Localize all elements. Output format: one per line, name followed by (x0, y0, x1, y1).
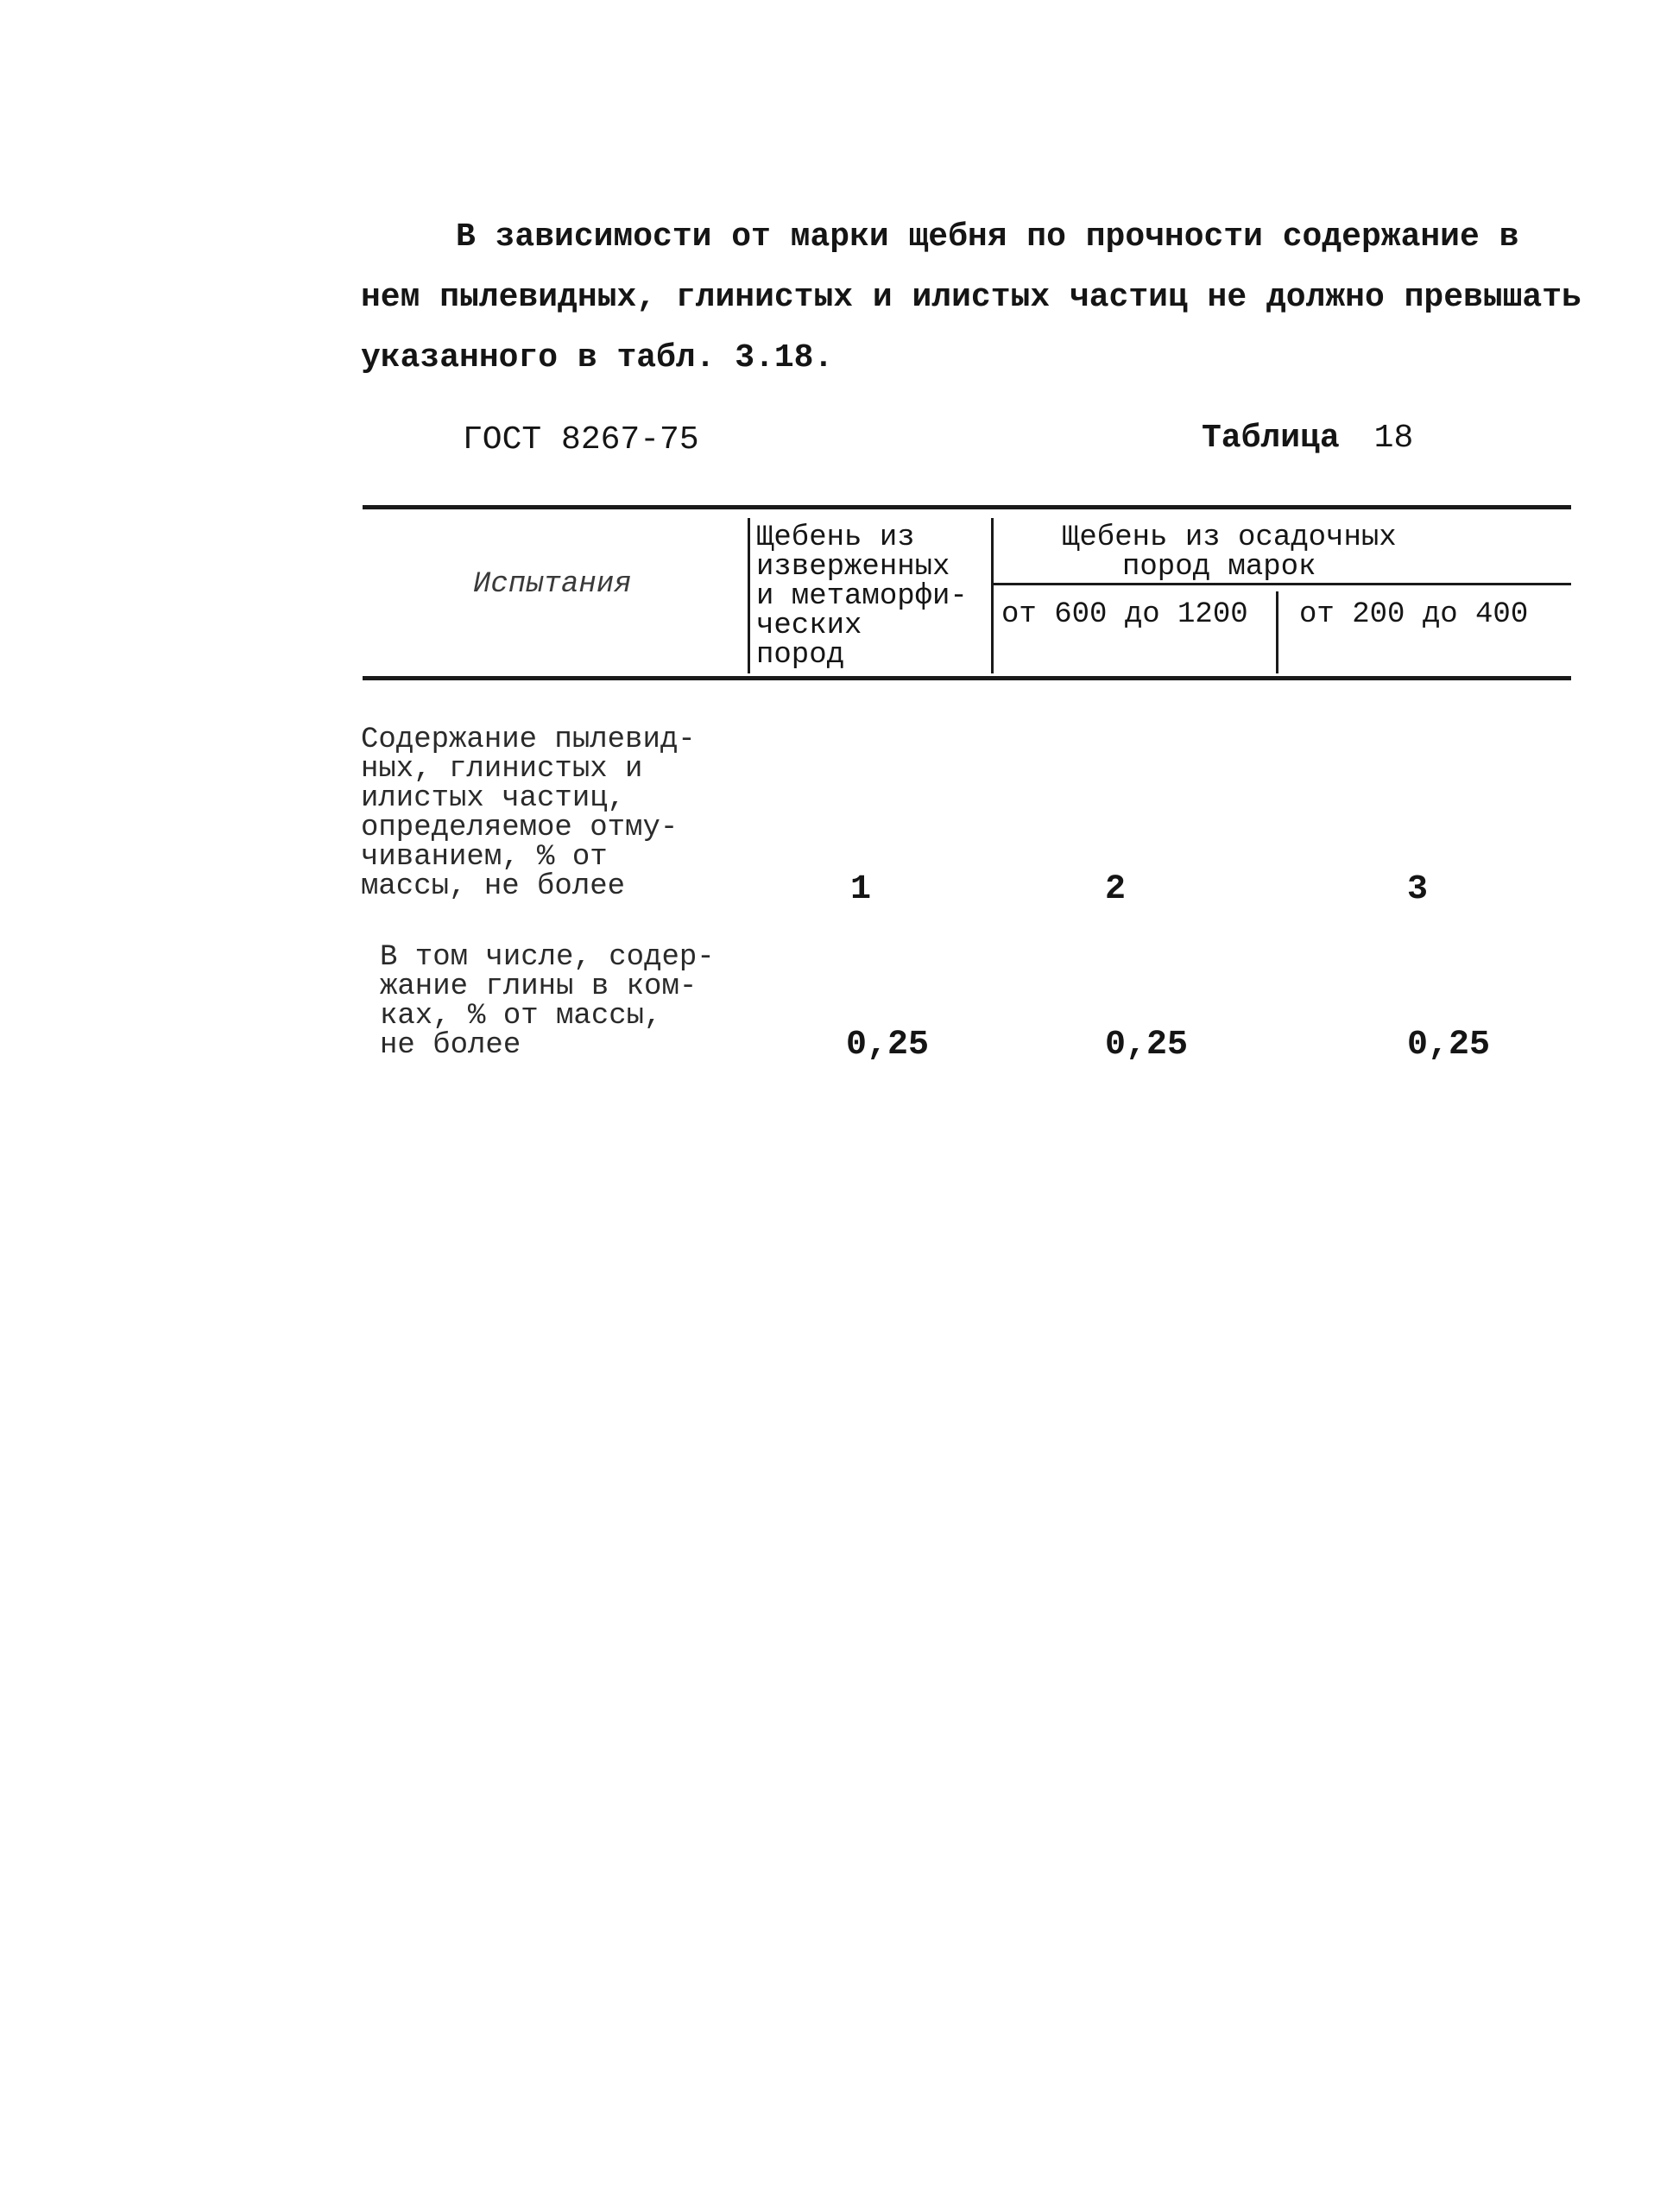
column-divider (1276, 591, 1278, 673)
row-label: В том числе, содер- жание глины в ком- ках, % от массы, не более (380, 941, 715, 1062)
table-caption-number: 18 (1373, 420, 1414, 457)
header-grade-200-400: от 200 до 400 (1299, 598, 1529, 631)
intro-line: нем пылевидных, глинистых и илистых частиц не должно превышать (361, 279, 1581, 316)
column-divider (991, 518, 994, 673)
row-value: 0,25 (1105, 1026, 1189, 1065)
row-value: 3 (1407, 870, 1429, 909)
table-caption-label: Таблица (1202, 420, 1340, 457)
row-value: 0,25 (1407, 1026, 1491, 1065)
header-grade-600-1200: от 600 до 1200 (1001, 598, 1248, 631)
intro-paragraph (361, 207, 1581, 389)
header-igneous: Щебень из изверженных и метаморфи- ческих пород (756, 521, 968, 672)
row-value: 2 (1105, 870, 1127, 909)
intro-line: В зависимости от марки щебня по прочности содержание в (456, 218, 1519, 256)
header-sedimentary: Щебень из осадочных пород марок (1062, 521, 1397, 584)
standard-reference: ГОСТ 8267-75 (463, 421, 699, 458)
intro-line: указанного в табл. 3.18. (361, 339, 834, 376)
row-label: Содержание пылевид- ных, глинистых и илистых частиц, определяемое отму- чиванием, % от массы, не более (361, 724, 696, 903)
row-value: 0,25 (846, 1026, 930, 1065)
row-value: 1 (850, 870, 872, 909)
table-caption (1202, 420, 1413, 457)
table-header-bottom-rule (363, 676, 1571, 680)
column-divider (748, 518, 750, 673)
table-top-rule (363, 505, 1571, 509)
header-test: Испытания (473, 568, 632, 601)
